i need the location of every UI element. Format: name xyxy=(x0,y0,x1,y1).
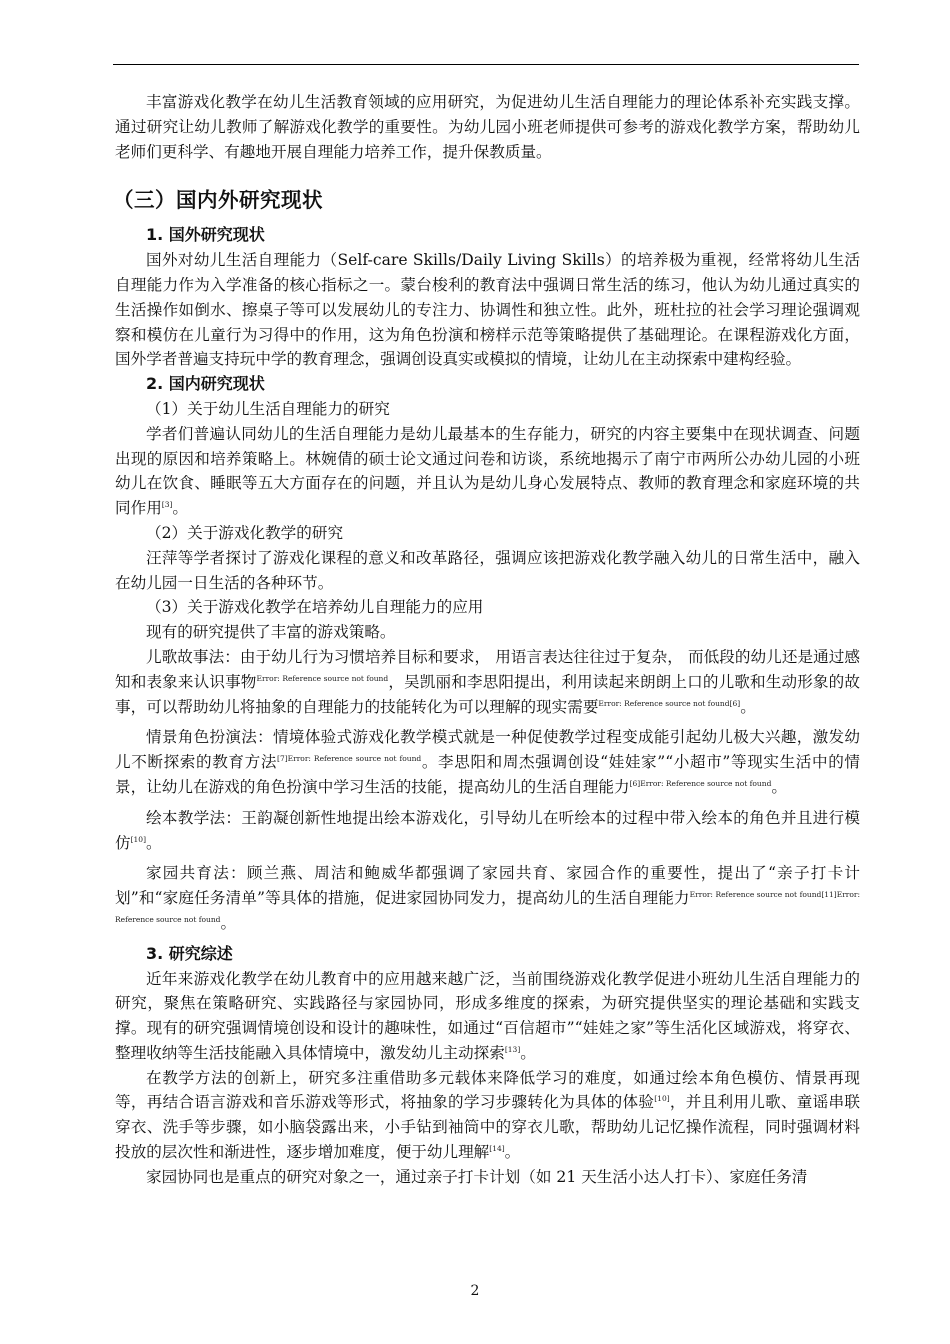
header-rule xyxy=(113,64,859,65)
role-text-b: 。李思阳和周杰强调创设“娃娃家”“小超市”等现实生活中的情景，让幼儿在游戏的角色扮演中学习生活的技能，提高幼儿的生活自理能力 xyxy=(115,753,860,796)
subsection-heading-foreign: 1. 国外研究现状 xyxy=(146,225,265,245)
subheading-self-care: （1）关于幼儿生活自理能力的研究 xyxy=(146,399,390,418)
song-story-paragraph xyxy=(115,645,860,719)
subsection-heading-domestic: 2. 国内研究现状 xyxy=(146,374,265,394)
citation: [3] xyxy=(161,500,173,510)
period: 。 xyxy=(172,499,189,518)
period: 。 xyxy=(220,913,237,932)
review-paragraph-1 xyxy=(115,967,860,1066)
citation: [10] xyxy=(654,1094,670,1104)
song-text-b: ，吴凯丽和李思阳提出，利用读起来朗朗上口的儿歌和生动形象的故事，可以帮助幼儿将抽象的自理能力的技能转化为可以理解的现实需要 xyxy=(115,672,860,716)
period: 。 xyxy=(146,833,162,852)
game-teaching-paragraph: 汪萍等学者探讨了游戏化课程的意义和改革路径，强调应该把游戏化教学融入幼儿的日常生活中，融入在幼儿园一日生活的各种环节。 xyxy=(115,548,860,592)
review-text-2b: ，并且利用儿歌、童谣串联穿衣、洗手等步骤，如小脑袋露出来，小手钻到袖筒中的穿衣儿歌，帮助幼儿记忆操作流程，同时强调材料投放的层次性和渐进性，逐步增加难度，便于幼儿理解 xyxy=(115,1093,860,1162)
citation-error: Error: Reference source not found[11]Error: Reference source not found xyxy=(115,890,860,924)
citation-error: Error: Reference source not found[6] xyxy=(598,698,741,708)
citation-error: Error: Reference source not found xyxy=(256,673,389,683)
role-play-paragraph xyxy=(115,725,860,799)
subsection-heading-review: 3. 研究综述 xyxy=(146,943,233,963)
home-school-paragraph xyxy=(115,861,860,935)
document-body xyxy=(115,90,860,1190)
subheading-application: （3）关于游戏化教学在培养幼儿自理能力的应用 xyxy=(146,598,484,617)
section-heading: （三）国内外研究现状 xyxy=(113,188,323,213)
self-care-paragraph xyxy=(115,422,860,521)
picture-book-paragraph xyxy=(115,806,860,856)
citation-error: [7]Error: Reference source not found xyxy=(277,754,422,764)
role-text-a: 情景角色扮演法：情境体验式游戏化教学模式就是一种促使教学过程变成能引起幼儿极大兴趣，激发幼儿不断探索的教育方法 xyxy=(115,728,860,772)
review-text-2a: 在教学方法的创新上，研究多注重借助多元载体来降低学习的难度，如通过绘本角色模仿、情景再现等，再结合语言游戏和音乐游戏等形式，将抽象的学习步骤转化为具体的体验 xyxy=(115,1068,860,1112)
period: 。 xyxy=(771,777,787,796)
review-paragraph-2 xyxy=(115,1066,860,1165)
foreign-research-paragraph: 国外对幼儿生活自理能力（Self-care Skills/Daily Living Skills）的培养极为重视，经常将幼儿生活自理能力作为入学准备的核心指标之一。蒙台梭利的教育法中强调日常生活的练习，他认为幼儿通过真实的生活操作如倒水、擦桌子等可以发展幼儿的专注力、协调性和独立性。此外，班杜拉的社会学习理论强调观察和模仿在儿童行为习得中的作用，这为角色扮演和榜样示范等策略提供了基础理论。在课程游戏化方面，国外学者普遍支持玩中学的教育理念，强调创设真实或模拟的情境，让幼儿在主动探索中建构经验。 xyxy=(115,251,860,369)
strategies-intro: 现有的研究提供了丰富的游戏策略。 xyxy=(146,623,396,642)
period: 。 xyxy=(504,1143,521,1162)
page-number: 2 xyxy=(470,1283,480,1299)
book-text: 绘本教学法：王韵凝创新性地提出绘本游戏化，引导幼儿在听绘本的过程中带入绘本的角色并且进行模仿 xyxy=(115,808,860,852)
intro-paragraph: 丰富游戏化教学在幼儿生活教育领域的应用研究，为促进幼儿生活自理能力的理论体系补充实践支撑。通过研究让幼儿教师了解游戏化教学的重要性。为幼儿园小班老师提供可参考的游戏化教学方案，帮助幼儿老师们更科学、有趣地开展自理能力培养工作，提升保教质量。 xyxy=(115,93,860,161)
period: 。 xyxy=(740,697,756,716)
review-text-1: 近年来游戏化教学在幼儿教育中的应用越来越广泛，当前围绕游戏化教学促进小班幼儿生活自理能力的研究，聚焦在策略研究、实践路径与家园协同，形成多维度的探索，为研究提供坚实的理论基础和实践支撑。现有的研究强调情境创设和设计的趣味性，如通过“百信超市”“娃娃之家”等生活化区域游戏，将穿衣、整理收纳等生活技能融入具体情境中，激发幼儿主动探索 xyxy=(115,969,860,1062)
subheading-game-teaching: （2）关于游戏化教学的研究 xyxy=(146,523,344,542)
home-text: 家园共育法：顾兰燕、周洁和鲍威华都强调了家园共育、家园合作的重要性，提出了“亲子打卡计划”和“家庭任务清单”等具体的措施，促进家园协同发力，提高幼儿的生活自理能力 xyxy=(115,864,860,908)
song-text-a: 儿歌故事法：由于幼儿行为习惯培养目标和要求， 用语言表达往往过于复杂， 而低段的幼儿还是通过感知和表象来认识事物 xyxy=(115,647,860,691)
period: 。 xyxy=(520,1043,536,1062)
citation-error: [6]Error: Reference source not found xyxy=(629,778,772,788)
citation: [10] xyxy=(130,834,147,844)
citation: [14] xyxy=(489,1144,505,1154)
review-paragraph-3: 家园协同也是重点的研究对象之一，通过亲子打卡计划（如 21 天生活小达人打卡）、家庭任务清 xyxy=(146,1167,808,1186)
citation: [13] xyxy=(504,1044,521,1054)
self-care-text: 学者们普遍认同幼儿的生活自理能力是幼儿最基本的生存能力，研究的内容主要集中在现状调查、问题出现的原因和培养策略上。林婉倩的硕士论文通过问卷和访谈，系统地揭示了南宁市两所公办幼儿园的小班幼儿在饮食、睡眠等五大方面存在的问题，并且认为是幼儿身心发展特点、教师的教育理念和家庭环境的共同作用 xyxy=(115,424,860,518)
